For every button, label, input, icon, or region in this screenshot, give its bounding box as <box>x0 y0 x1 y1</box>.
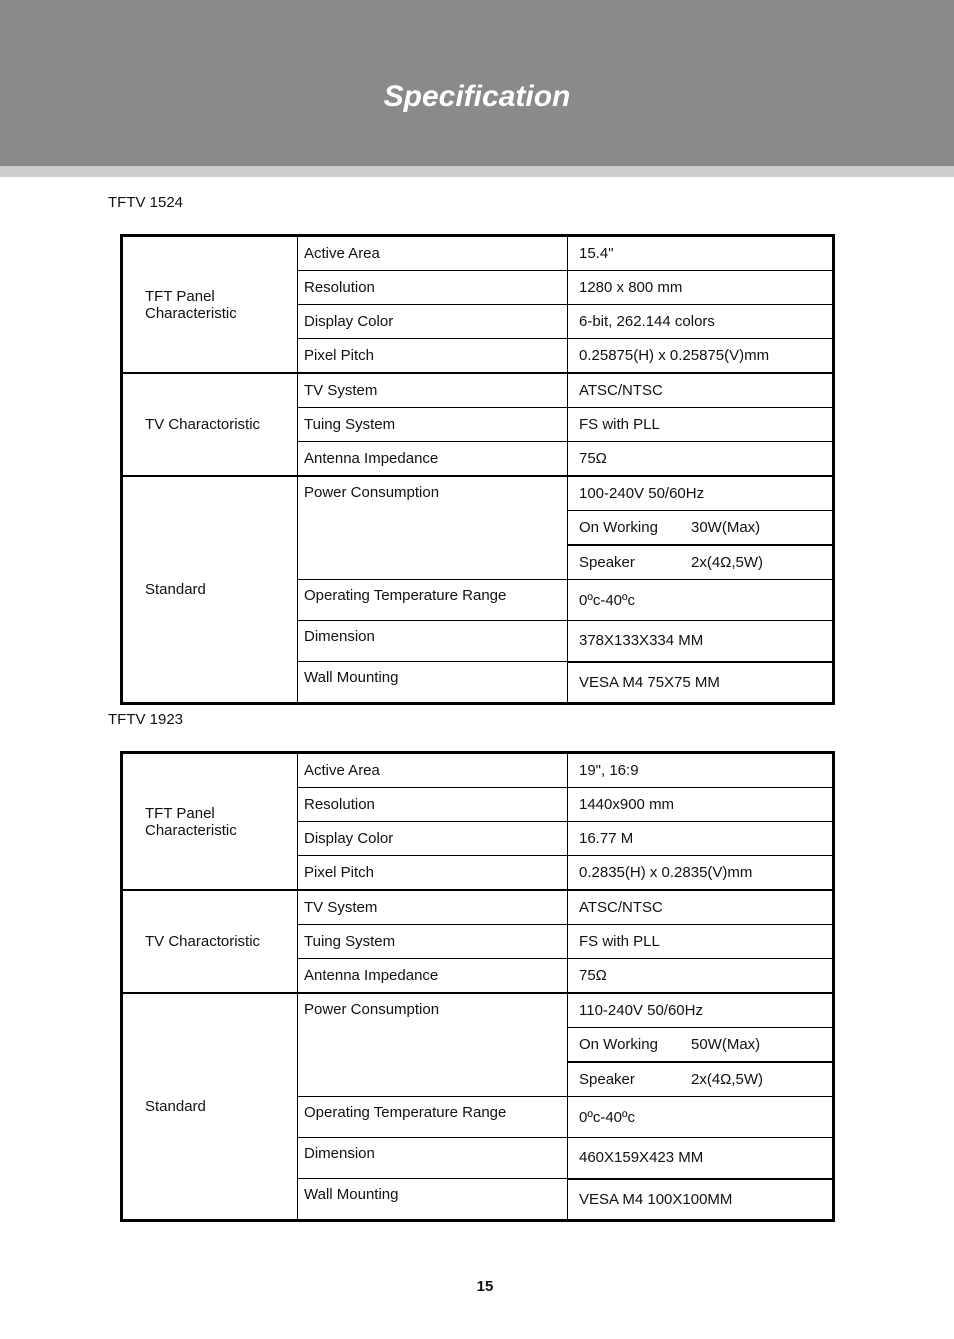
category-cell: Standard <box>122 476 298 704</box>
property-cell: Display Color <box>298 305 568 339</box>
property-cell: Tuing System <box>298 925 568 959</box>
property-cell: Dimension <box>298 1138 568 1179</box>
value-cell: ATSC/NTSC <box>568 373 834 408</box>
value-cell: 110-240V 50/60Hz <box>568 993 834 1028</box>
value-text: 30W(Max) <box>691 519 761 536</box>
value-cell: 1440x900 mm <box>568 788 834 822</box>
property-cell: TV System <box>298 373 568 408</box>
value-cell: VESA M4 100X100MM <box>568 1179 834 1221</box>
property-cell: Power Consumption <box>298 993 568 1097</box>
table-row <box>122 476 834 511</box>
value-label: Speaker <box>579 1071 635 1088</box>
value-cell: 1280 x 800 mm <box>568 271 834 305</box>
value-cell: 15.4" <box>568 236 834 271</box>
value-cell <box>568 1028 834 1063</box>
spec-table <box>120 234 835 705</box>
value-cell: 378X133X334 MM <box>568 621 834 662</box>
property-cell: Dimension <box>298 621 568 662</box>
value-cell: ATSC/NTSC <box>568 890 834 925</box>
value-label: Speaker <box>579 554 635 571</box>
spec-table <box>120 751 835 1222</box>
property-cell: Wall Mounting <box>298 1179 568 1221</box>
value-label: On Working <box>579 519 658 536</box>
value-text: 2x(4Ω,5W) <box>691 554 764 571</box>
value-label: On Working <box>579 1036 658 1053</box>
table-row <box>122 753 834 788</box>
value-cell: 19", 16:9 <box>568 753 834 788</box>
value-cell: 0.25875(H) x 0.25875(V)mm <box>568 339 834 374</box>
property-cell: Power Consumption <box>298 476 568 580</box>
property-cell: Operating Temperature Range <box>298 580 568 621</box>
property-cell: Pixel Pitch <box>298 856 568 891</box>
property-cell: Active Area <box>298 236 568 271</box>
category-cell: TV Charactoristic <box>122 890 298 993</box>
value-cell: 75Ω <box>568 442 834 477</box>
value-cell <box>568 511 834 546</box>
value-cell: 75Ω <box>568 959 834 994</box>
value-text: 2x(4Ω,5W) <box>691 1071 764 1088</box>
page-number: 15 <box>476 1278 494 1295</box>
value-cell: 100-240V 50/60Hz <box>568 476 834 511</box>
property-cell: Active Area <box>298 753 568 788</box>
category-cell: Standard <box>122 993 298 1221</box>
value-cell: 0.2835(H) x 0.2835(V)mm <box>568 856 834 891</box>
table-row <box>122 236 834 271</box>
value-cell: FS with PLL <box>568 408 834 442</box>
table-row <box>122 373 834 408</box>
table-row <box>122 890 834 925</box>
property-cell: Resolution <box>298 271 568 305</box>
value-cell: VESA M4 75X75 MM <box>568 662 834 704</box>
value-cell: 16.77 M <box>568 822 834 856</box>
property-cell: Antenna Impedance <box>298 442 568 477</box>
property-cell: Display Color <box>298 822 568 856</box>
value-cell <box>568 1062 834 1097</box>
page-title: Specification <box>383 80 571 113</box>
value-cell: 0ºc-40ºc <box>568 580 834 621</box>
value-cell: 0ºc-40ºc <box>568 1097 834 1138</box>
category-cell: TV Charactoristic <box>122 373 298 476</box>
header-strip <box>0 166 954 177</box>
category-cell: TFT Panel Characteristic <box>122 236 298 374</box>
property-cell: Wall Mounting <box>298 662 568 704</box>
property-cell: TV System <box>298 890 568 925</box>
table-row <box>122 993 834 1028</box>
value-cell: 6-bit, 262.144 colors <box>568 305 834 339</box>
value-cell: FS with PLL <box>568 925 834 959</box>
model-label: TFTV 1923 <box>108 711 184 728</box>
property-cell: Tuing System <box>298 408 568 442</box>
category-cell: TFT Panel Characteristic <box>122 753 298 891</box>
property-cell: Resolution <box>298 788 568 822</box>
property-cell: Operating Temperature Range <box>298 1097 568 1138</box>
model-label: TFTV 1524 <box>108 194 184 211</box>
property-cell: Antenna Impedance <box>298 959 568 994</box>
value-text: 50W(Max) <box>691 1036 761 1053</box>
property-cell: Pixel Pitch <box>298 339 568 374</box>
value-cell: 460X159X423 MM <box>568 1138 834 1179</box>
value-cell <box>568 545 834 580</box>
